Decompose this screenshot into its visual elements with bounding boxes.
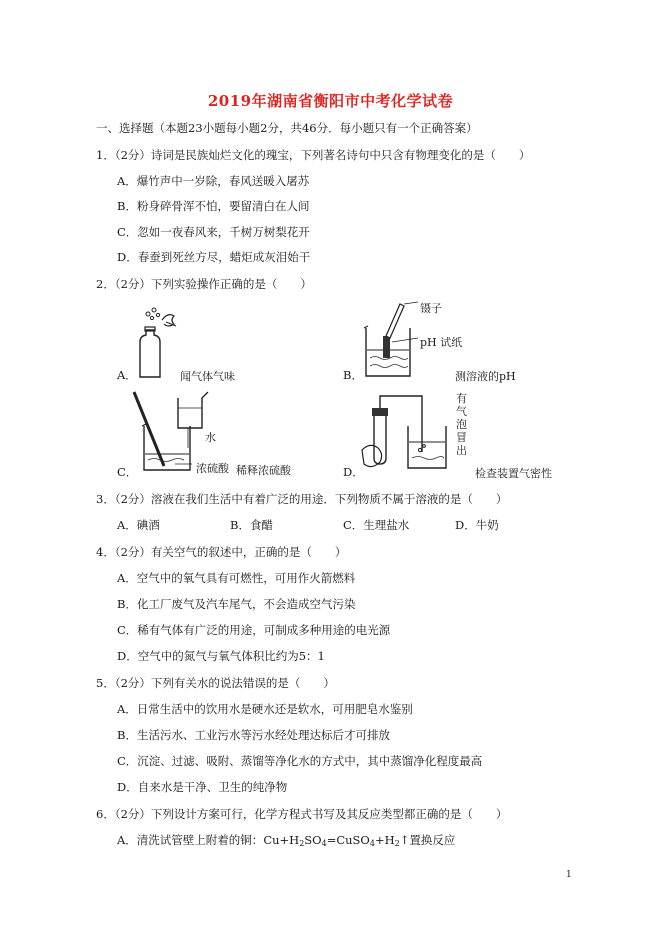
section-heading: 一、选择题（本题23小题每小题2分，共46分．每小题只有一个正确答案） bbox=[96, 121, 478, 135]
label-bubble-2: 气 bbox=[456, 405, 467, 418]
label-water: 水 bbox=[205, 431, 216, 444]
q4-option-b: B．化工厂废气及汽车尾气，不会造成空气污染 bbox=[117, 597, 356, 611]
q2-option-b-letter: B． bbox=[343, 368, 363, 382]
label-ph-paper: pH 试纸 bbox=[420, 336, 463, 349]
q1-option-b: B．粉身碎骨浑不怕，要留清白在人间 bbox=[117, 199, 310, 213]
label-bubble-1: 有 bbox=[456, 392, 467, 405]
label-bubble-3: 泡 bbox=[456, 418, 467, 431]
q2-option-b-caption: 测溶液的pH bbox=[455, 370, 516, 383]
q3-stem: 3．（2分）溶液在我们生活中有着广泛的用途．下列物质不属于溶液的是（ ） bbox=[96, 492, 508, 506]
label-tweezers: 镊子 bbox=[420, 302, 442, 315]
q3-option-c: C．生理盐水 bbox=[343, 518, 410, 532]
q2-option-a-caption: 闻气体气味 bbox=[180, 370, 235, 383]
q6-stem: 6．（2分）下列设计方案可行，化学方程式书写及其反应类型都正确的是（ ） bbox=[96, 807, 508, 821]
q5-option-c: C．沉淀、过滤、吸附、蒸馏等净化水的方式中，其中蒸馏净化程度最高 bbox=[117, 754, 483, 768]
q4-option-a: A．空气中的氧气具有可燃性，可用作火箭燃料 bbox=[117, 571, 356, 585]
q4-option-d: D．空气中的氮气与氧气体积比约为5：1 bbox=[117, 649, 325, 663]
q4-stem: 4．（2分）有关空气的叙述中，正确的是（ ） bbox=[96, 545, 347, 559]
q2-option-c-caption: 稀释浓硫酸 bbox=[236, 464, 291, 477]
label-bubble-4: 冒 bbox=[456, 431, 467, 444]
smell-gas-illustration bbox=[130, 302, 185, 382]
q2-option-a-letter: A． bbox=[117, 368, 137, 382]
q6-equation bbox=[263, 833, 455, 847]
q6-option-a-prefix: A．清洗试管壁上附着的铜： bbox=[117, 833, 264, 847]
eq-subscript: 4 bbox=[321, 839, 327, 848]
label-conc-acid: 浓硫酸 bbox=[196, 462, 229, 475]
eq-subscript: 4 bbox=[369, 839, 375, 848]
eq-part: ↑置换反应 bbox=[399, 833, 456, 847]
airtightness-illustration bbox=[360, 392, 460, 477]
q1-option-d: D．春蚕到死丝方尽，蜡炬成灰泪始干 bbox=[117, 250, 311, 264]
q2-option-d-caption: 检查装置气密性 bbox=[475, 467, 552, 480]
q5-option-d: D．自来水是干净、卫生的纯净物 bbox=[117, 780, 288, 794]
q5-stem: 5．（2分）下列有关水的说法错误的是（ ） bbox=[96, 676, 335, 690]
page-number: 1 bbox=[566, 870, 572, 880]
q3-option-d: D．牛奶 bbox=[455, 518, 499, 532]
eq-part: +H bbox=[374, 833, 395, 847]
q1-option-a: A．爆竹声中一岁除，春风送暖入屠苏 bbox=[117, 174, 310, 188]
q3-option-b: B．食醋 bbox=[230, 518, 273, 532]
label-bubble-5: 出 bbox=[456, 444, 467, 457]
q2-stem: 2．（2分）下列实验操作正确的是（ ） bbox=[96, 277, 312, 291]
eq-subscript: 2 bbox=[394, 839, 400, 848]
eq-part: SO bbox=[304, 833, 322, 847]
q1-stem: 1．（2分）诗词是民族灿烂文化的瑰宝，下列著名诗句中只含有物理变化的是（ ） bbox=[96, 148, 531, 162]
q5-option-a: A．日常生活中的饮用水是硬水还是软水，可用肥皂水鉴别 bbox=[117, 702, 413, 716]
q3-option-a: A．碘酒 bbox=[117, 518, 160, 532]
q5-option-b: B．生活污水、工业污水等污水经处理达标后才可排放 bbox=[117, 728, 390, 742]
eq-part: Cu+H bbox=[263, 833, 300, 847]
eq-part: =CuSO bbox=[326, 833, 370, 847]
eq-subscript: 2 bbox=[299, 839, 305, 848]
q4-option-c: C．稀有气体有广泛的用途，可制成多种用途的电光源 bbox=[117, 623, 391, 637]
q2-option-d-letter: D． bbox=[343, 465, 364, 479]
q2-option-c-letter: C． bbox=[117, 465, 138, 479]
q1-option-c: C．忽如一夜春风来，千树万树梨花开 bbox=[117, 225, 310, 239]
page-title: 2019年湖南省衡阳市中考化学试卷 bbox=[207, 92, 454, 110]
q6-option-a bbox=[117, 833, 455, 851]
